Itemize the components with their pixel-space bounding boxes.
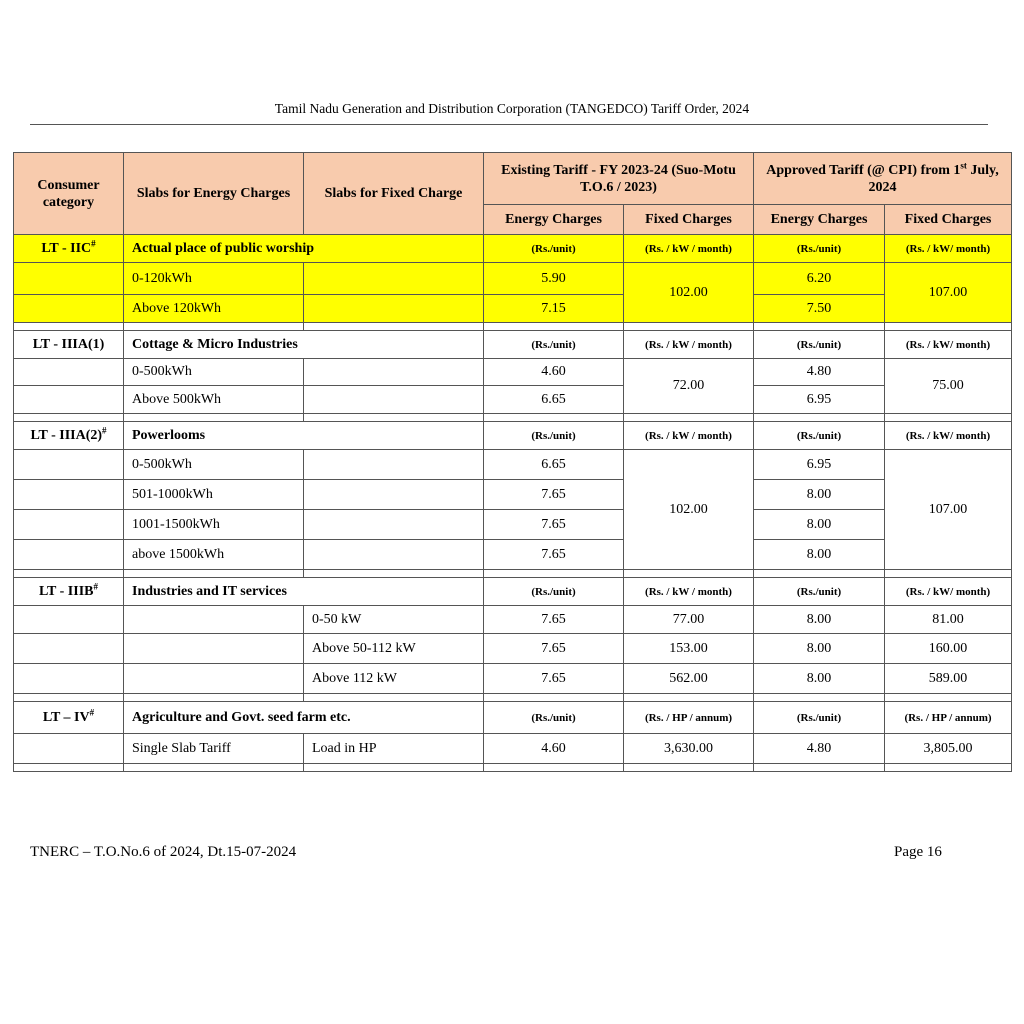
footer-order-reference: TNERC – T.O.No.6 of 2024, Dt.15-07-2024 [30,844,297,860]
value-cell: 3,805.00 [885,734,1012,764]
value-cell: 6.65 [484,450,624,480]
slab-label: Above 120kWh [124,295,304,323]
value-cell: 160.00 [885,634,1012,664]
table-row [14,606,1012,634]
slab-label: 0-500kWh [124,359,304,386]
value-cell: 4.60 [484,734,624,764]
category-name: Industries and IT services [124,578,484,606]
value-cell: 8.00 [754,664,885,694]
tariff-table [13,152,1012,772]
header-approved-fixed: Fixed Charges [885,205,1012,235]
table-row [14,480,1012,510]
category-code: LT – IV# [14,702,124,734]
header-consumer-category: Consumer category [14,153,124,235]
value-cell: 8.00 [754,510,885,540]
category-name: Cottage & Micro Industries [124,331,484,359]
fixed-slab-label: Above 112 kW [304,664,484,694]
value-cell: 7.65 [484,606,624,634]
value-cell: 589.00 [885,664,1012,694]
table-row [14,422,1012,450]
unit-label: (Rs. / kW/ month) [885,331,1012,359]
table-row [14,295,1012,323]
unit-label: (Rs. / kW / month) [624,578,754,606]
document-header: Tamil Nadu Generation and Distribution Corporation (TANGEDCO) Tariff Order, 2024 [274,101,750,116]
value-cell: 6.65 [484,386,624,414]
table-row [14,359,1012,386]
header-slabs-energy: Slabs for Energy Charges [124,153,304,235]
value-cell: 8.00 [754,480,885,510]
value-cell: 107.00 [885,263,1012,323]
unit-label: (Rs./unit) [484,578,624,606]
header-existing-fixed: Fixed Charges [624,205,754,235]
value-cell: 81.00 [885,606,1012,634]
unit-label: (Rs./unit) [484,235,624,263]
header-approved-tariff: Approved Tariff (@ CPI) from 1st July, 2024 [754,153,1012,205]
unit-label: (Rs. / kW/ month) [885,422,1012,450]
slab-label: Single Slab Tariff [124,734,304,764]
value-cell: 102.00 [624,450,754,570]
table-row [14,578,1012,606]
unit-label: (Rs. / kW / month) [624,422,754,450]
fixed-slab-label: 0-50 kW [304,606,484,634]
value-cell: 7.65 [484,664,624,694]
unit-label: (Rs./unit) [754,235,885,263]
slab-label: above 1500kWh [124,540,304,570]
table-row [14,331,1012,359]
value-cell: 3,630.00 [624,734,754,764]
table-row [14,386,1012,414]
value-cell: 7.65 [484,540,624,570]
unit-label: (Rs./unit) [754,422,885,450]
unit-label: (Rs./unit) [754,578,885,606]
value-cell: 72.00 [624,359,754,414]
unit-label: (Rs. / HP / annum) [885,702,1012,734]
table-row [14,540,1012,570]
slab-label: 501-1000kWh [124,480,304,510]
slab-label: Above 500kWh [124,386,304,414]
table-row [14,263,1012,295]
value-cell: 8.00 [754,634,885,664]
table-row [14,702,1012,734]
value-cell: 7.65 [484,634,624,664]
fixed-slab-label: Load in HP [304,734,484,764]
slab-label: 1001-1500kWh [124,510,304,540]
value-cell: 8.00 [754,540,885,570]
unit-label: (Rs./unit) [754,331,885,359]
table-row [14,634,1012,664]
value-cell: 5.90 [484,263,624,295]
unit-label: (Rs./unit) [484,331,624,359]
unit-label: (Rs./unit) [484,702,624,734]
footer-page-number: Page 16 [894,844,942,860]
value-cell: 107.00 [885,450,1012,570]
value-cell: 7.65 [484,510,624,540]
category-code: LT - IIIA(2)# [14,422,124,450]
value-cell: 4.80 [754,359,885,386]
slab-label: 0-120kWh [124,263,304,295]
header-existing-tariff: Existing Tariff - FY 2023-24 (Suo-Motu T.O.6 / 2023) [484,153,754,205]
value-cell: 75.00 [885,359,1012,414]
value-cell: 562.00 [624,664,754,694]
unit-label: (Rs./unit) [754,702,885,734]
slab-label: 0-500kWh [124,450,304,480]
table-row [14,510,1012,540]
category-name: Actual place of public worship [124,235,484,263]
table-row [14,664,1012,694]
header-approved-energy: Energy Charges [754,205,885,235]
value-cell: 7.65 [484,480,624,510]
category-name: Agriculture and Govt. seed farm etc. [124,702,484,734]
value-cell: 4.60 [484,359,624,386]
value-cell: 6.95 [754,386,885,414]
value-cell: 7.50 [754,295,885,323]
category-code: LT - IIIA(1) [14,331,124,359]
value-cell: 8.00 [754,606,885,634]
value-cell: 77.00 [624,606,754,634]
value-cell: 153.00 [624,634,754,664]
header-rule [30,124,988,125]
unit-label: (Rs. / kW/ month) [885,235,1012,263]
value-cell: 4.80 [754,734,885,764]
unit-label: (Rs. / kW / month) [624,235,754,263]
category-code: LT - IIIB# [14,578,124,606]
header-slabs-fixed: Slabs for Fixed Charge [304,153,484,235]
table-row [14,734,1012,764]
category-name: Powerlooms [124,422,484,450]
fixed-slab-label: Above 50-112 kW [304,634,484,664]
value-cell: 6.20 [754,263,885,295]
value-cell: 7.15 [484,295,624,323]
category-code: LT - IIC# [14,235,124,263]
unit-label: (Rs. / HP / annum) [624,702,754,734]
unit-label: (Rs./unit) [484,422,624,450]
header-existing-energy: Energy Charges [484,205,624,235]
value-cell: 102.00 [624,263,754,323]
value-cell: 6.95 [754,450,885,480]
unit-label: (Rs. / kW / month) [624,331,754,359]
table-row [14,450,1012,480]
table-row [14,235,1012,263]
unit-label: (Rs. / kW/ month) [885,578,1012,606]
